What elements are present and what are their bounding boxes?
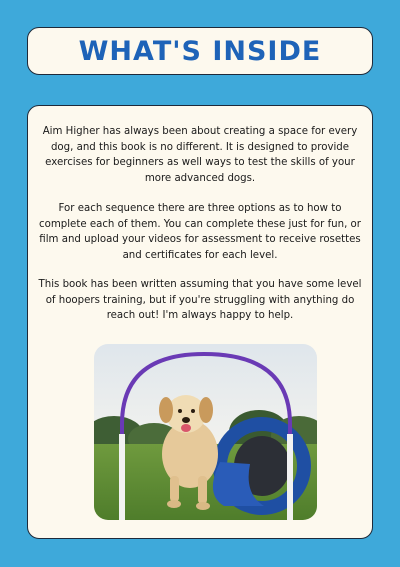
dog-hoop-photo bbox=[94, 344, 317, 520]
page-title: WHAT'S INSIDE bbox=[78, 35, 322, 67]
intro-paragraph: Aim Higher has always been about creating a space for every dog, and this book is no different. It is designed to provide exercises for beginners as well ways to test the skills of your more advanced dogs. bbox=[42, 126, 358, 184]
options-paragraph: For each sequence there are three options as to how to complete each of them. You can complete these just for fun, or film and upload your videos for assessment to receive rosettes and certificates for each level. bbox=[39, 203, 361, 261]
title-banner bbox=[27, 27, 373, 75]
content-card bbox=[27, 105, 373, 539]
assumption-paragraph: This book has been written assuming that you have some level of hoopers training, but if you're struggling with anything do reach out! I'm always happy to help. bbox=[38, 279, 362, 321]
